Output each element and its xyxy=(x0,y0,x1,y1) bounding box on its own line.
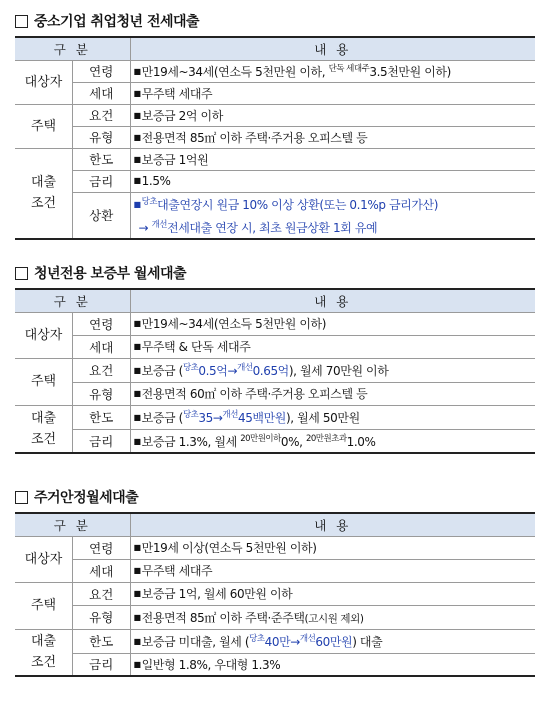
table-row xyxy=(15,429,535,453)
row-label-loan xyxy=(15,405,73,453)
section-title xyxy=(15,486,535,508)
table-row xyxy=(15,192,535,239)
text: 대출연장시 원금 10% 이상 상환(또는 0.1%p 금리가산) xyxy=(157,197,439,212)
change-highlight xyxy=(249,635,352,649)
table-row xyxy=(15,358,535,382)
sub-label-household: 세대 xyxy=(73,335,131,358)
text: 45백만원 xyxy=(237,411,286,425)
row-label-loan xyxy=(15,148,73,239)
loan-table xyxy=(15,36,535,240)
sub-label-limit: 한도 xyxy=(73,405,131,429)
repay-line-2 xyxy=(134,215,536,238)
sub-label-repay: 상환 xyxy=(73,192,131,239)
checkbox-icon xyxy=(15,491,28,504)
cell-age xyxy=(130,536,535,559)
cell-rate xyxy=(130,429,535,453)
bullet-icon: ■ xyxy=(133,659,141,669)
table-row xyxy=(15,335,535,358)
bullet-icon: ■ xyxy=(133,88,141,98)
table-row xyxy=(15,605,535,629)
sub-label-age: 연령 xyxy=(73,60,131,82)
cell-household xyxy=(130,559,535,582)
table-row xyxy=(15,170,535,192)
cell-type xyxy=(130,605,535,629)
superscript: 개선 xyxy=(151,219,168,230)
loan-table xyxy=(15,512,535,677)
sub-label-requirement: 요건 xyxy=(73,582,131,605)
bullet-icon: ■ xyxy=(133,566,141,575)
cell-requirement xyxy=(130,358,535,382)
bullet-icon: ■ xyxy=(133,342,141,351)
section-title xyxy=(15,262,535,284)
arrow-icon: → xyxy=(138,220,149,235)
loan-table xyxy=(15,288,535,454)
text: 전용면적 85㎡ 이하 주택·준주택 xyxy=(141,610,305,625)
table-row xyxy=(15,312,535,335)
sub-label-type: 유형 xyxy=(73,605,131,629)
text: 조건 xyxy=(30,655,57,671)
superscript: 당초 xyxy=(141,196,158,207)
text: 1.0% xyxy=(346,434,376,449)
bullet-icon: ■ xyxy=(133,637,141,646)
table-row xyxy=(15,653,535,676)
bullet-icon: ■ xyxy=(133,366,141,375)
table-row xyxy=(15,126,535,148)
bullet-icon: ■ xyxy=(133,132,141,142)
superscript: 개선 xyxy=(222,410,238,420)
sub-label-rate: 금리 xyxy=(73,653,131,676)
section-housing-stability-rent-loan xyxy=(15,486,535,677)
bullet-icon: ■ xyxy=(133,319,141,328)
bullet-icon: ■ xyxy=(133,176,141,185)
superscript: 당초 xyxy=(182,363,199,373)
text: 대출 xyxy=(30,175,57,190)
row-label-house: 주택 xyxy=(15,104,73,148)
change-highlight xyxy=(183,364,289,378)
text: 0%, xyxy=(280,434,306,449)
text: 60만원 xyxy=(315,635,353,649)
table-row xyxy=(15,536,535,559)
text: 전용면적 85㎡ 이하 주택·주거용 오피스텔 등 xyxy=(141,130,368,145)
cell-limit xyxy=(130,405,535,429)
bullet-icon: ■ xyxy=(133,413,141,422)
sub-label-rate: 금리 xyxy=(73,429,131,453)
section-title xyxy=(15,10,535,32)
bullet-icon: ■ xyxy=(133,543,141,552)
text: 35→ xyxy=(198,411,223,425)
text: 전용면적 60㎡ 이하 주택·주거용 오피스텔 등 xyxy=(141,387,368,401)
sub-label-household: 세대 xyxy=(73,82,131,104)
section-youth-monthly-rent-loan xyxy=(15,262,535,454)
table-row xyxy=(15,382,535,405)
sub-label-type: 유형 xyxy=(73,126,131,148)
row-label-target: 대상자 xyxy=(15,536,73,582)
text: 만19세 이상(연소득 5천만원 이하) xyxy=(141,541,317,555)
text: 조건 xyxy=(30,431,57,447)
header-content: 내 용 xyxy=(130,513,535,536)
table-row xyxy=(15,559,535,582)
repay-line-1 xyxy=(134,193,536,215)
text: 전세대출 연장 시, 최초 원금상환 1회 유예 xyxy=(167,220,378,235)
section-title-text: 청년전용 보증부 월세대출 xyxy=(34,266,187,282)
table-row xyxy=(15,82,535,104)
text: 무주택 세대주 xyxy=(141,564,213,578)
row-label-loan xyxy=(15,629,73,676)
text: 보증금 ( xyxy=(141,364,183,378)
sub-label-rate: 금리 xyxy=(73,170,131,192)
superscript: 당초 xyxy=(182,410,199,420)
bullet-icon: ■ xyxy=(133,436,141,446)
header-category: 구 분 xyxy=(15,289,130,312)
superscript: 20만원초과 xyxy=(305,433,347,444)
bullet-icon: ■ xyxy=(133,154,141,164)
text: 보증금 1.3%, 월세 xyxy=(141,434,241,449)
row-label-target: 대상자 xyxy=(15,60,73,104)
text: 만19세~34세(연소득 5천만원 이하) xyxy=(141,317,327,331)
cell-age xyxy=(130,60,535,82)
cell-age xyxy=(130,312,535,335)
checkbox-icon xyxy=(15,267,28,280)
sub-label-age: 연령 xyxy=(73,536,131,559)
text: 0.65억 xyxy=(252,364,289,378)
text: 만19세~34세(연소득 5천만원 이하, xyxy=(141,65,326,79)
checkbox-icon xyxy=(15,15,28,28)
superscript: 당초 xyxy=(249,634,265,644)
text: ), 월세 50만원 xyxy=(286,411,360,425)
bullet-icon: ■ xyxy=(133,110,141,120)
text: 0.5억→ xyxy=(198,364,238,378)
cell-rate xyxy=(130,653,535,676)
sub-label-age: 연령 xyxy=(73,312,131,335)
cell-repay xyxy=(130,192,535,239)
text: 보증금 미대출, 월세 ( xyxy=(141,635,250,649)
sub-label-requirement: 요건 xyxy=(73,358,131,382)
text: ), 월세 70만원 이하 xyxy=(288,364,389,378)
table-row xyxy=(15,60,535,82)
bullet-icon: ■ xyxy=(133,389,141,398)
sub-label-requirement: 요건 xyxy=(73,104,131,126)
cell-household xyxy=(130,82,535,104)
text: 보증금 ( xyxy=(141,411,183,425)
cell-requirement xyxy=(130,104,535,126)
header-content: 내 용 xyxy=(130,37,535,60)
table-row xyxy=(15,582,535,605)
bullet-icon: ■ xyxy=(133,199,141,209)
bullet-icon: ■ xyxy=(133,612,141,622)
table-row xyxy=(15,104,535,126)
text: 3.5천만원 이하) xyxy=(369,65,451,79)
text: 대출 xyxy=(30,634,57,650)
table-row xyxy=(15,629,535,653)
superscript: 개선 xyxy=(299,634,316,644)
table-header xyxy=(15,37,535,60)
table-header xyxy=(15,513,535,536)
table-row xyxy=(15,148,535,170)
bullet-icon: ■ xyxy=(133,67,141,76)
superscript: 개선 xyxy=(237,363,253,373)
cell-requirement xyxy=(130,582,535,605)
header-content: 내 용 xyxy=(130,289,535,312)
section-title-text: 주거안정월세대출 xyxy=(34,490,139,506)
text: 일반형 1.8%, 우대형 1.3% xyxy=(141,657,281,672)
superscript: 단독 세대주 xyxy=(328,64,370,74)
cell-type xyxy=(130,382,535,405)
bullet-icon: ■ xyxy=(133,589,141,598)
text: 대출 xyxy=(30,410,57,426)
sub-label-household: 세대 xyxy=(73,559,131,582)
text: 보증금 2억 이하 xyxy=(141,108,223,123)
row-label-target: 대상자 xyxy=(15,312,73,358)
cell-limit xyxy=(130,148,535,170)
cell-type xyxy=(130,126,535,148)
table-header xyxy=(15,289,535,312)
table-row xyxy=(15,405,535,429)
text: ) 대출 xyxy=(352,635,383,649)
sub-label-limit: 한도 xyxy=(73,148,131,170)
cell-limit xyxy=(130,629,535,653)
sub-label-type: 유형 xyxy=(73,382,131,405)
row-label-house: 주택 xyxy=(15,582,73,629)
change-highlight xyxy=(183,411,286,425)
text: 조건 xyxy=(30,196,57,211)
text: (고시원 제외) xyxy=(304,612,364,625)
sub-label-limit: 한도 xyxy=(73,629,131,653)
text: 무주택 & 단독 세대주 xyxy=(141,340,251,354)
text: 1.5% xyxy=(141,174,171,188)
text: 보증금 1억, 월세 60만원 이하 xyxy=(141,587,293,601)
text: 무주택 세대주 xyxy=(141,86,213,101)
cell-household xyxy=(130,335,535,358)
section-youth-sme-jeonse-loan xyxy=(15,10,535,240)
cell-rate xyxy=(130,170,535,192)
text: 보증금 1억원 xyxy=(141,152,209,167)
header-category: 구 분 xyxy=(15,37,130,60)
header-category: 구 분 xyxy=(15,513,130,536)
superscript: 20만원이하 xyxy=(240,433,281,444)
text: 40만→ xyxy=(264,635,300,649)
row-label-house: 주택 xyxy=(15,358,73,405)
section-title-text: 중소기업 취업청년 전세대출 xyxy=(34,14,200,30)
